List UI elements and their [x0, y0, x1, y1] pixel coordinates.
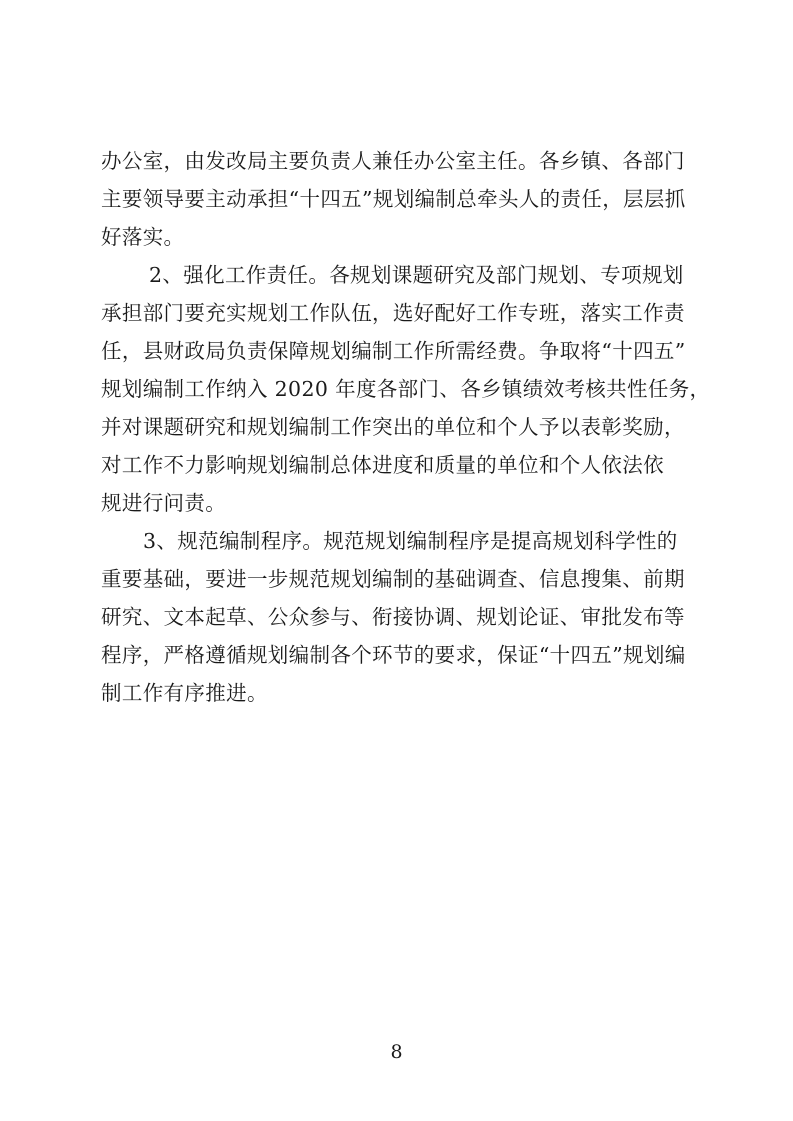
paragraph-3-first-line: 3、规范编制程序。规范规划编制程序是提高规划科学性的: [143, 529, 678, 553]
text-line: 承担部门要充实规划工作队伍，选好配好工作专班，落实工作责: [101, 301, 685, 325]
text-line: 并对课题研究和规划编制工作突出的单位和个人予以表彰奖励，: [101, 415, 685, 439]
paragraph-2-first-line: 2、强化工作责任。各规划课题研究及部门规划、专项规划: [149, 263, 684, 287]
text-line: 办公室，由发改局主要负责人兼任办公室主任。各乡镇、各部门: [101, 149, 685, 173]
text-line: 任，县财政局负责保障规划编制工作所需经费。争取将“十四五”: [101, 339, 686, 363]
text-line: 程序，严格遵循规划编制各个环节的要求，保证“十四五”规划编: [101, 643, 686, 667]
text-line: 好落实。: [101, 225, 185, 249]
page-number: 8: [390, 1041, 403, 1063]
text-line: 制工作有序推进。: [101, 681, 268, 705]
text-line: 对工作不力影响规划编制总体进度和质量的单位和个人依法依: [101, 453, 664, 477]
text-line: 规划编制工作纳入 2020 年度各部门、各乡镇绩效考核共性任务，: [101, 377, 711, 401]
text-line: 重要基础，要进一步规范规划编制的基础调查、信息搜集、前期: [101, 567, 685, 591]
text-line: 主要领导要主动承担“十四五”规划编制总牵头人的责任，层层抓: [101, 187, 686, 211]
text-line: 规进行问责。: [101, 491, 227, 515]
text-line: 研究、文本起草、公众参与、衔接协调、规划论证、审批发布等: [101, 605, 685, 629]
